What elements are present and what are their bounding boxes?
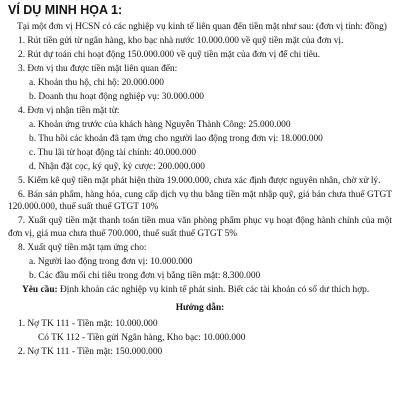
item-3: 3. Đơn vị thu được tiền mặt liên quan đến: (18, 64, 178, 74)
item-8b: b. Các đầu mối chi tiêu trong đơn vị bằng tiền mặt: 8.300.000 (29, 270, 261, 281)
item-4: 4. Đơn vị nhận tiền mặt từ: (18, 106, 120, 116)
guide-line-3: 2. Nợ TK 111 - Tiền mặt: 150.000.000 (18, 347, 163, 358)
item-8: 8. Xuất quỹ tiền mặt tạm ứng cho: (18, 242, 147, 253)
item-6: 6. Bán sản phẩm, hàng hóa, cung cấp dịch vụ thu bằng tiền mặt nhập quỹ, giá bán chưa thuế GTGT 120.000.000, thuế suất thuế GTGT 10% (8, 190, 392, 213)
item-7: 7. Xuất quỹ tiền mặt thanh toán tiền mua văn phòng phẩm phục vụ hoạt động hành chính của một đơn vị, giá mua chưa thuế 700.000, thuế suất thuế GTGT 5% (8, 216, 392, 239)
example-title: VÍ DỤ MINH HỌA 1: (8, 3, 123, 17)
intro-paragraph: Tại một đơn vị HCSN có các nghiệp vụ kinh tế liên quan đến tiền mặt như sau: (đơn vị tính: đồng) (17, 22, 387, 32)
item-3a: a. Khoản thu hộ, chi hộ: 20.000.000 (29, 78, 164, 88)
guide-title: Hướng dẫn: (175, 303, 225, 314)
item-1: 1. Rút tiền gửi từ ngân hàng, kho bạc nhà nước 10.000.000 về quỹ tiền mặt của đơn vị. (18, 36, 344, 46)
guide-line-2: Có TK 112 - Tiền gửi Ngân hàng, Kho bạc: 10.000.000 (38, 333, 246, 344)
item-8a: a. Người lao động trong đơn vị: 10.000.000 (29, 256, 193, 267)
item-5: 5. Kiểm kê quỹ tiền mặt phát hiện thừa 19.000.000, chưa xác định được nguyên nhân, chờ xử lý. (18, 176, 381, 186)
item-2: 2. Rút dự toán chi hoạt động 150.000.000 về quỹ tiền mặt của đơn vị để chi tiêu. (18, 50, 320, 60)
requirement-text: Định khoản các nghiệp vụ kinh tế phát sinh. Biết các tài khoản có số dư thích hợp. (57, 284, 370, 295)
item-4b: b. Thu hồi các khoản đã tạm ứng cho người lao động trong đơn vị: 18.000.000 (29, 134, 323, 144)
item-4a: a. Khoản ứng trước của khách hàng Nguyễn Thành Công: 25.000.000 (29, 120, 291, 130)
requirement-label: Yêu cầu: (22, 284, 58, 295)
requirement-paragraph (8, 284, 392, 296)
item-4d: d. Nhận đặt cọc, ký quỹ, ký cược: 200.000.000 (29, 162, 205, 172)
item-4c: c. Thu lãi từ hoạt động tài chính: 40.000.000 (29, 148, 197, 158)
item-3b: b. Doanh thu hoạt động nghiệp vụ: 30.000.000 (29, 92, 204, 102)
guide-line-1: 1. Nợ TK 111 - Tiền mặt: 10.000.000 (18, 318, 158, 329)
